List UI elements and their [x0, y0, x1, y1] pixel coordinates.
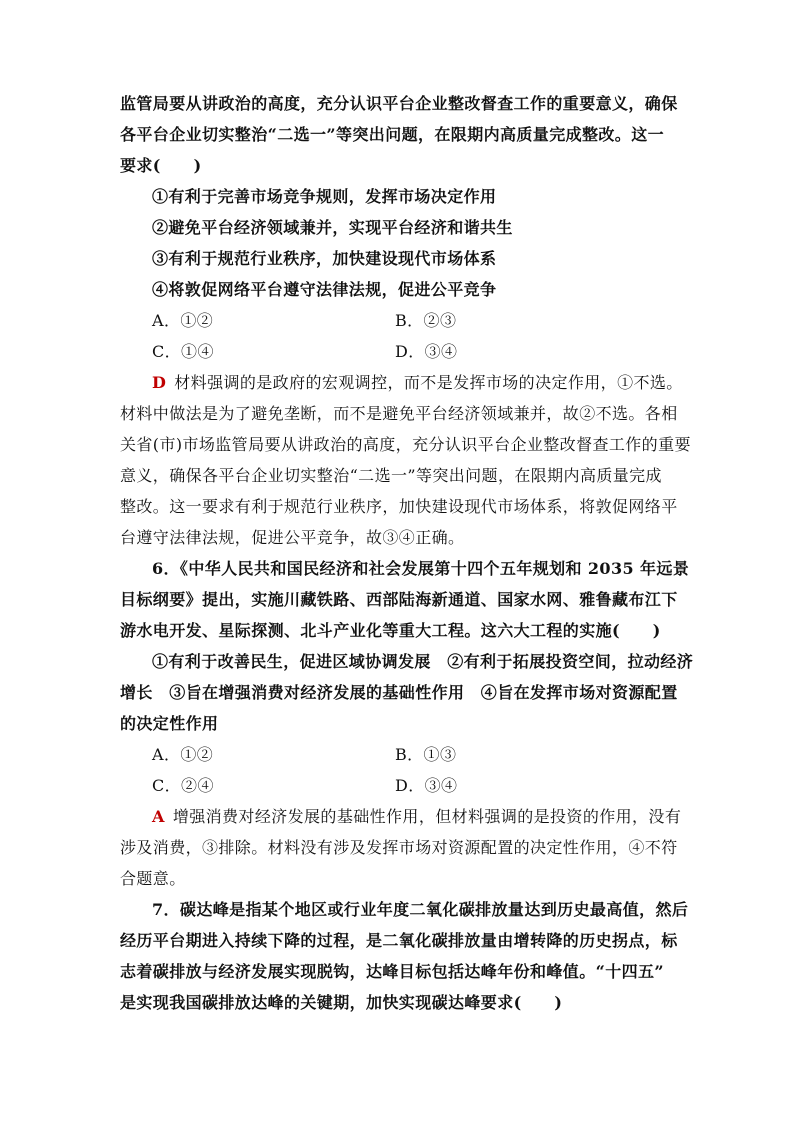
- statement: 增长 ③旨在增强消费对经济发展的基础性作用 ④旨在发挥市场对资源配置: [120, 683, 678, 702]
- question-6-line: 6．《中华人民共和国民经济和社会发展第十四个五年规划和 2035 年远景: [152, 559, 690, 578]
- question-text-line: 要求( ): [120, 156, 202, 175]
- option-c: C．②④: [152, 776, 214, 795]
- explanation-text: 增强消费对经济发展的基础性作用，但材料强调的是投资的作用，没有: [172, 807, 682, 826]
- explanation-line: 台遵守法律法规，促进公平竞争，故③④正确。: [120, 528, 465, 547]
- document-page: [120, 88, 694, 1018]
- question-6-line: 游水电开发、星际探测、北斗产业化等重大工程。这六大工程的实施( ): [120, 621, 661, 640]
- explanation-text: 材料强调的是政府的宏观调控，而不是发挥市场的决定作用，①不选。: [174, 373, 683, 392]
- statement: 的决定性作用: [120, 714, 219, 733]
- question-6-line: 目标纲要》提出，实施川藏铁路、西部陆海新通道、国家水网、雅鲁藏布江下: [120, 590, 678, 609]
- explanation-line: 意义，确保各平台企业切实整治“二选一”等突出问题，在限期内高质量完成: [120, 466, 662, 485]
- answer-letter: D: [152, 373, 167, 392]
- question-text-line: 监管局要从讲政治的高度，充分认识平台企业整改督查工作的重要意义，确保: [120, 94, 678, 113]
- explanation-line: [120, 801, 682, 832]
- explanation-line: 材料中做法是为了避免垄断，而不是避免平台经济领域兼并，故②不选。各相: [120, 404, 678, 423]
- options-row: [120, 770, 676, 801]
- option-c: C．①④: [152, 342, 214, 361]
- explanation-line: 涉及消费，③排除。材料没有涉及发挥市场对资源配置的决定性作用，④不符: [120, 838, 678, 857]
- question-7-line: 是实现我国碳排放达峰的关键期，加快实现碳达峰要求( ): [120, 993, 563, 1012]
- option-d: D．③④: [395, 776, 458, 795]
- option-b: B．②③: [395, 311, 457, 330]
- option-a: A．①②: [152, 745, 214, 764]
- option-b: B．①③: [395, 745, 457, 764]
- options-row: [120, 336, 676, 367]
- option-a: A．①②: [152, 311, 214, 330]
- explanation-line: 整改。这一要求有利于规范行业秩序，加快建设现代市场体系，将敦促网络平: [120, 497, 678, 516]
- explanation-line: 关省(市)市场监管局要从讲政治的高度，充分认识平台企业整改督查工作的重要: [120, 435, 691, 454]
- options-row: [120, 739, 676, 770]
- option-d: D．③④: [395, 342, 458, 361]
- statement: ③有利于规范行业秩序，加快建设现代市场体系: [152, 249, 497, 268]
- question-7-line: 7．碳达峰是指某个地区或行业年度二氧化碳排放量达到历史最高值，然后: [152, 900, 689, 919]
- statement: ②避免平台经济领域兼并，实现平台经济和谐共生: [152, 218, 513, 237]
- statement: ①有利于完善市场竞争规则，发挥市场决定作用: [152, 187, 497, 206]
- statement: ④将敦促网络平台遵守法律法规，促进公平竞争: [152, 280, 497, 299]
- options-row: [120, 305, 676, 336]
- question-7-line: 志着碳排放与经济发展实现脱钩，达峰目标包括达峰年份和峰值。“十四五”: [120, 962, 665, 981]
- question-7-line: 经历平台期进入持续下降的过程，是二氧化碳排放量由增转降的历史拐点，标: [120, 931, 678, 950]
- explanation-line: 合题意。: [120, 869, 186, 888]
- answer-letter: A: [152, 807, 165, 826]
- question-text-line: 各平台企业切实整治“二选一”等突出问题，在限期内高质量完成整改。这一: [120, 125, 665, 144]
- explanation-line: [120, 367, 683, 398]
- statement: ①有利于改善民生，促进区域协调发展 ②有利于拓展投资空间，拉动经济: [152, 652, 694, 671]
